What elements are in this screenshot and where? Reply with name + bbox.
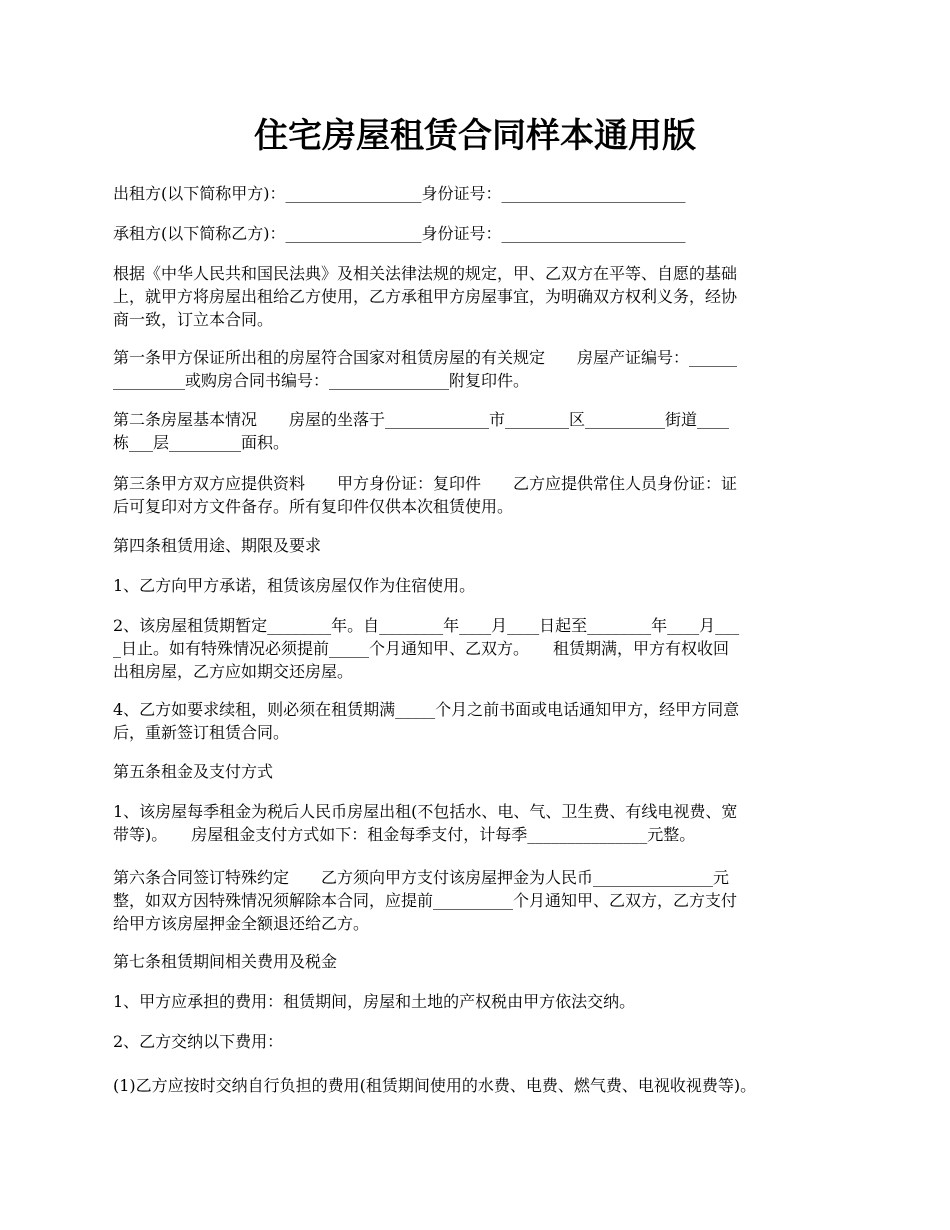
paragraph-line: _________或购房合同书编号：_______________附复印件。 xyxy=(113,371,530,390)
paragraph-line: 承租方(以下简称乙方)：_________________身份证号：_______________________ xyxy=(113,224,686,243)
paragraph-line: 上，就甲方将房屋出租给乙方使用，乙方承租甲方房屋事宜，为明确双方权利义务，经协 xyxy=(113,287,738,306)
paragraph-line: 后可复印对方文件备存。所有复印件仅供本次租赁使用。 xyxy=(113,497,514,516)
paragraph-line: 第七条租赁期间相关费用及税金 xyxy=(113,952,338,971)
paragraph-line: 带等)。 房屋租金支付方式如下：租金每季支付，计每季_______________元整。 xyxy=(113,825,696,844)
paragraph xyxy=(113,574,843,597)
paragraph-line: 出租房屋，乙方应如期交还房屋。 xyxy=(113,662,354,681)
paragraph xyxy=(113,408,843,454)
paragraph-line: 出租方(以下简称甲方)：_________________身份证号：_______________________ xyxy=(113,184,686,203)
paragraph-line: 1、乙方向甲方承诺，租赁该房屋仅作为住宿使用。 xyxy=(113,576,476,595)
paragraph-line: 第四条租赁用途、期限及要求 xyxy=(113,536,322,555)
paragraph-line: 给甲方该房屋押金全额退还给乙方。 xyxy=(113,914,370,933)
paragraph xyxy=(113,698,843,744)
paragraph-line: 第五条租金及支付方式 xyxy=(113,762,274,781)
paragraph-line: 栋___层_________面积。 xyxy=(113,433,290,452)
paragraph-line: 商一致，订立本合同。 xyxy=(113,310,274,329)
paragraph-line: 2、该房屋租赁期暂定________年。自________年____月____日起至________年____月___ xyxy=(113,616,740,635)
paragraph xyxy=(113,472,843,518)
paragraph xyxy=(113,534,843,557)
paragraph xyxy=(113,866,843,935)
paragraph-line: 1、该房屋每季租金为税后人民币房屋出租(不包括水、电、气、卫生费、有线电视费、宽 xyxy=(113,802,738,821)
paragraph xyxy=(113,1074,843,1097)
paragraph-line: (1)乙方应按时交纳自行负担的费用(租赁期间使用的水费、电费、燃气费、电视收视费等)。 xyxy=(113,1076,757,1095)
paragraph-line: 4、乙方如要求续租，则必须在租赁期满_____个月之前书面或电话通知甲方，经甲方同意 xyxy=(113,700,740,719)
paragraph-line: 2、乙方交纳以下费用： xyxy=(113,1032,284,1051)
paragraph xyxy=(113,346,843,392)
paragraph-line: 第二条房屋基本情况 房屋的坐落于_____________市________区__________街道____ xyxy=(113,410,730,429)
paragraph-line: 后，重新签订租赁合同。 xyxy=(113,723,290,742)
document-title: 住宅房屋租赁合同样本通用版 xyxy=(254,116,696,156)
paragraph-line: _日止。如有特殊情况必须提前_____个月通知甲、乙双方。 租赁期满，甲方有权收回 xyxy=(113,639,730,658)
paragraph xyxy=(113,950,843,973)
paragraph-line: 整，如双方因特殊情况须解除本合同，应提前__________个月通知甲、乙双方，乙方支付 xyxy=(113,891,738,910)
paragraph xyxy=(113,1030,843,1053)
paragraph xyxy=(113,222,843,245)
paragraph xyxy=(113,262,843,331)
paragraph xyxy=(113,182,843,205)
paragraph xyxy=(113,800,843,846)
paragraph-line: 第一条甲方保证所出租的房屋符合国家对租赁房屋的有关规定 房屋产证编号：______ xyxy=(113,348,738,367)
paragraph xyxy=(113,760,843,783)
paragraph-line: 根据《中华人民共和国民法典》及相关法律法规的规定，甲、乙双方在平等、自愿的基础 xyxy=(113,264,738,283)
paragraph-line: 第六条合同签订特殊约定 乙方须向甲方支付该房屋押金为人民币_______________元 xyxy=(113,868,730,887)
paragraph xyxy=(113,990,843,1013)
paragraph-line: 第三条甲方双方应提供资料 甲方身份证：复印件 乙方应提供常住人员身份证：证 xyxy=(113,474,738,493)
paragraph xyxy=(113,614,843,683)
paragraph-line: 1、甲方应承担的费用：租赁期间，房屋和土地的产权税由甲方依法交纳。 xyxy=(113,992,636,1011)
